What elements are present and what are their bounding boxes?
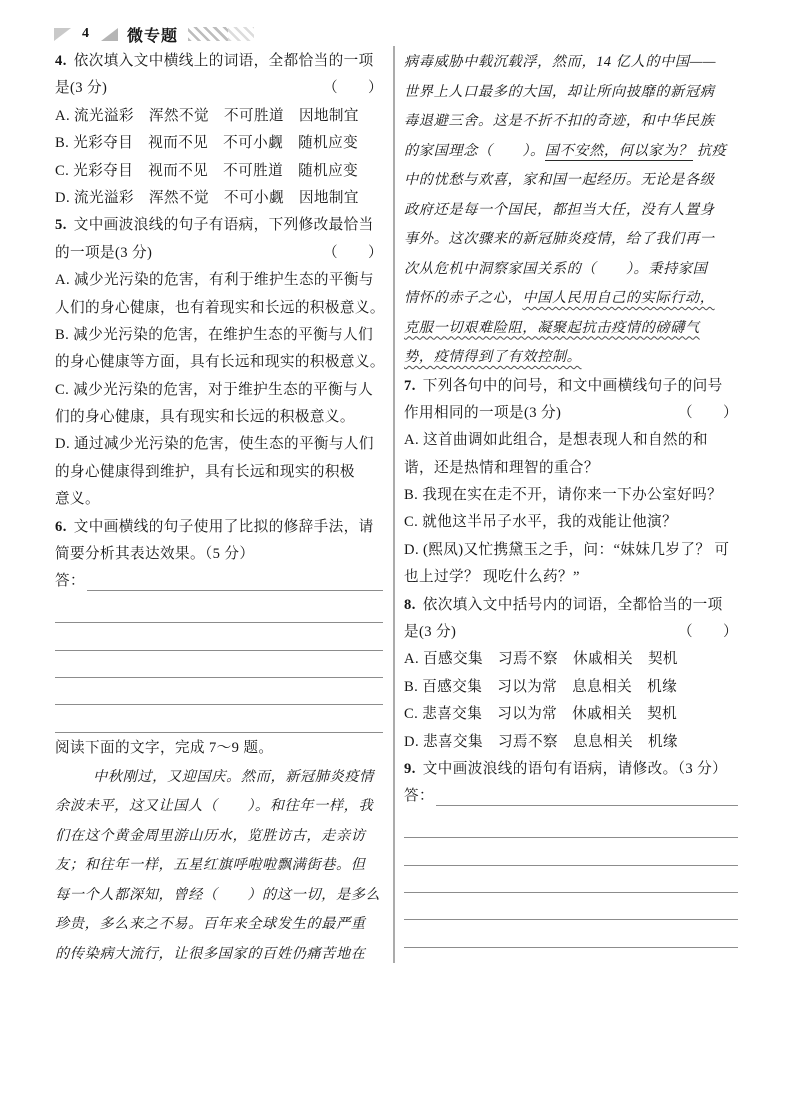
passage-line [404,314,738,344]
question-4-stem-text: 依次填入文中横线上的词语，全都恰当的一项 [73,53,374,69]
question-9-stem-text: 文中画波浪线的语句有语病，请修改。（3 分） [422,760,728,777]
question-7-stem-text: 下列各句中的问号，和文中画横线句子的问号 [422,377,723,394]
answer-blank-line [55,678,383,705]
passage-line [404,284,738,314]
question-5-option-line: B. 减少光污染的危害，在维护生态的平衡与人们 [55,326,374,343]
passage-line: 友；和往年一样，五星红旗呼啦啦飘满街巷。但 [55,857,366,874]
passage-line: 中秋刚过，又迎国庆。然而，新冠肺炎疫情 [93,768,374,785]
answer-blank-line [404,866,738,893]
answer-label: 答： [55,573,85,590]
question-5-option-line: D. 通过减少光污染的危害，使生态的平衡与人们 [55,436,374,453]
question-5-stem-line2 [55,240,383,267]
page-number: 4 [82,26,89,41]
passage-line: 余波未平，这又让国人（ ）。和往年一样，我 [55,798,374,815]
answer-blank-line [404,811,738,838]
question-8-option-b: B. 百感交集 习以为常 息息相关 机缘 [404,678,678,695]
answer-blank-line [55,623,383,650]
question-7-option-line: C. 就他这半吊子水平，我的戏能让他演？ [404,514,678,531]
passage-line: 世界上人口最多的大国，却让所向披靡的新冠病 [404,83,715,100]
question-7-stem [404,373,738,400]
passage-line [404,137,738,167]
answer-bracket: （ ） [678,404,738,421]
passage-text: 抗疫 [692,142,727,159]
passage-line: 毒退避三舍。这是不折不扣的奇迹，和中华民族 [404,113,715,129]
question-8-stem-text: 依次填入文中括号内的词语，全都恰当的一项 [422,596,723,613]
stripe-decoration [188,27,228,41]
question-4-stem-line2 [55,75,383,102]
question-4-stem-text2: 是(3 分) [55,80,108,97]
question-8-stem-text2: 是(3 分) [404,624,457,641]
passage-line: 每一个人都深知，曾经（ ）的这一切，是多么 [55,886,381,903]
question-6-stem-line2: 简要分析其表达效果。（5 分） [55,546,255,563]
question-5-stem-text: 文中画波浪线的句子有语病，下列修改最恰当 [73,217,374,234]
answer-blank-line [55,651,383,678]
question-5-option-line: 人们的身心健康，也有着现实和长远的积极意义。 [55,299,385,316]
question-5-option-line: C. 减少光污染的危害，对于维护生态的平衡与人 [55,381,374,398]
passage-line: 次从危机中洞察家国关系的（ ）。秉持家国 [404,260,708,277]
question-5-option-line: 们的身心健康，具有现实和长远的积极意义。 [55,409,355,426]
question-7-stem-text2: 作用相同的一项是(3 分) [404,404,562,421]
question-6-stem [55,514,383,541]
question-5-option-line: 意义。 [55,491,100,508]
passage-line: 病毒威胁中载沉载浮，然而，14 亿人的中国—— [404,54,717,70]
question-5-option-line: 的身心健康得到维护，具有长远和现实的积极 [55,463,355,480]
answer-blank-line [55,705,383,732]
question-7-option-line: A. 这首曲调如此组合，是想表现人和自然的和 [404,432,708,449]
answer-bracket: （ ） [323,244,383,261]
section-title: 微专题 [127,27,179,45]
question-4-stem [55,48,383,75]
answer-label: 答： [404,788,434,805]
question-8-number: 8. [404,596,416,613]
passage-line: 中的忧愁与欢喜，家和国一起经历。无论是各级 [404,172,715,188]
question-4-option-c: C. 光彩夺目 视而不见 不可胜道 随机应变 [55,162,359,179]
answer-blank-line [404,893,738,920]
question-7-number: 7. [404,377,416,394]
underlined-sentence: 国不安然，何以家为？ [544,142,693,159]
passage-line: 政府还是每一个国民，都担当大任，没有人置身 [404,201,715,218]
question-6-stem-text: 文中画横线的句子使用了比拟的修辞手法，请 [73,518,374,535]
question-7-option-line: 也上过学？ 现吃什么药？” [404,569,580,586]
question-4-option-a: A. 流光溢彩 浑然不觉 不可胜道 因地制宜 [55,107,359,124]
answer-rule [87,568,383,590]
wavy-underlined-sentence: 克服一切艰难险阻，凝聚起抗击疫情的磅礴气 [404,319,700,336]
question-8-option-a: A. 百感交集 习焉不察 休戚相关 契机 [404,651,678,668]
wavy-underlined-sentence: 势，疫情得到了有效控制。 [404,349,582,365]
passage-line: 事外。这次骤来的新冠肺炎疫情，给了我们再一 [404,231,715,247]
passage-line: 们在这个黄金周里游山历水，览胜访古，走亲访 [55,827,366,844]
answer-rule [436,783,738,805]
question-5-option-line: A. 减少光污染的危害，有利于维护生态的平衡与 [55,272,374,289]
question-6-answer-line [55,568,383,595]
answer-bracket: （ ） [323,80,383,97]
wavy-underlined-sentence: 中国人民用自己的实际行动， [522,290,715,306]
slash-triangle-icon [101,28,118,41]
stripe-decoration-light [228,27,254,41]
page-header [54,25,254,43]
passage-line: 的传染病大流行，让很多国家的百姓仍痛苦地在 [55,945,366,962]
answer-blank-line [404,838,738,865]
passage-line: 珍贵，多么来之不易。百年来全球发生的最严重 [55,916,366,933]
left-column [55,48,383,969]
question-8-option-c: C. 悲喜交集 习以为常 休戚相关 契机 [404,706,678,723]
column-divider [393,46,395,963]
question-5-stem [55,212,383,239]
question-7-option-line: 谐，还是热情和理智的重合？ [404,459,599,476]
question-7-stem-line2 [404,400,738,427]
question-7-option-line: D. (熙凤)又忙携黛玉之手，问：“妹妹几岁了？ 可 [404,541,730,558]
question-8-stem-line2 [404,619,738,646]
answer-blank-line [55,596,383,623]
question-5-option-line: 的身心健康等方面，具有长远和现实的积极意义。 [55,354,385,371]
corner-triangle-icon [54,28,71,41]
reading-instruction: 阅读下面的文字，完成 7～9 题。 [55,739,274,756]
right-column [404,48,738,948]
question-8-option-d: D. 悲喜交集 习焉不察 息息相关 机缘 [404,733,678,750]
question-8-stem [404,592,738,619]
question-5-stem-text2: 的一项是(3 分) [55,244,153,261]
answer-bracket: （ ） [678,624,738,641]
question-4-number: 4. [55,53,67,69]
question-4-option-b: B. 光彩夺目 视而不见 不可小觑 随机应变 [55,135,359,152]
question-9-answer-line [404,783,738,810]
question-5-number: 5. [55,217,67,234]
passage-line [404,343,738,373]
passage-text: 的家国理念（ ）。 [404,142,545,159]
question-6-number: 6. [55,518,67,535]
passage-text: 情怀的赤子之心， [404,290,523,306]
question-4-option-d: D. 流光溢彩 浑然不觉 不可小觑 因地制宜 [55,189,359,206]
question-9-stem [404,756,738,783]
question-7-option-line: B. 我现在实在走不开，请你来一下办公室好吗？ [404,487,723,504]
question-9-number: 9. [404,760,416,777]
answer-blank-line [404,920,738,947]
